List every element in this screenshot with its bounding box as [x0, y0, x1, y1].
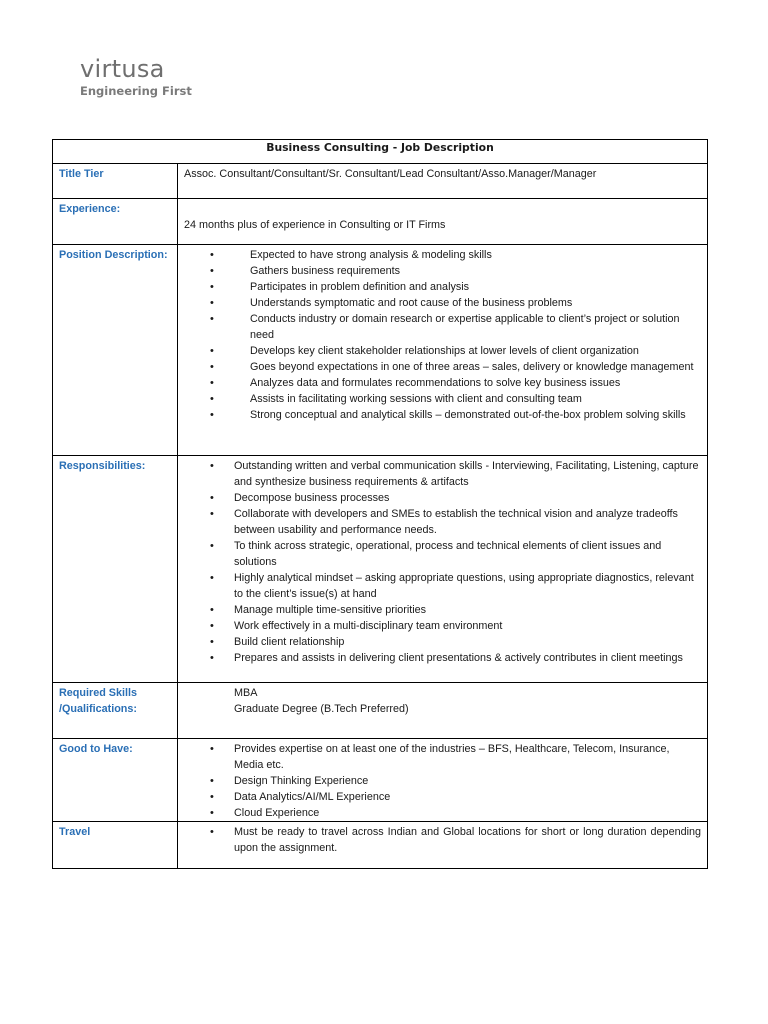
list-item: • Analyzes data and formulates recommendations to solve key business issues	[184, 375, 701, 391]
list-item: • Goes beyond expectations in one of three areas – sales, delivery or knowledge management	[184, 359, 701, 375]
list-item: • Decompose business processes	[184, 490, 701, 506]
position-list	[184, 247, 701, 423]
list-item: • Collaborate with developers and SMEs to establish the technical vision and analyze tradeoffs between usability and performance needs.	[184, 506, 701, 538]
value-position-description	[178, 245, 708, 456]
good-to-have-list	[184, 741, 701, 821]
list-item: • Participates in problem definition and analysis	[184, 279, 701, 295]
list-item: • Must be ready to travel across Indian and Global locations for short or long duration depending upon the assignment.	[184, 824, 701, 856]
list-item: • Expected to have strong analysis & modeling skills	[184, 247, 701, 263]
list-item: • Build client relationship	[184, 634, 701, 650]
value-good-to-have	[178, 739, 708, 822]
value-title-tier: Assoc. Consultant/Consultant/Sr. Consultant/Lead Consultant/Asso.Manager/Manager	[178, 164, 708, 199]
logo-tagline: Engineering First	[80, 84, 192, 98]
row-position-description	[53, 245, 708, 456]
document-title: Business Consulting - Job Description	[53, 140, 708, 164]
row-travel	[53, 822, 708, 869]
value-experience: 24 months plus of experience in Consulting or IT Firms	[178, 199, 708, 245]
row-title-tier	[53, 164, 708, 199]
label-required-skills	[53, 683, 178, 739]
responsibilities-list	[184, 458, 701, 666]
row-experience	[53, 199, 708, 245]
row-good-to-have	[53, 739, 708, 822]
value-required-skills	[178, 683, 708, 739]
label-position-description: Position Description:	[53, 245, 178, 456]
list-item: • Outstanding written and verbal communication skills - Interviewing, Facilitating, Listening, capture and synthesize business requirements & artifacts	[184, 458, 701, 490]
skill-item: Graduate Degree (B.Tech Preferred)	[234, 703, 409, 715]
travel-list	[184, 824, 701, 856]
logo-wordmark: virtusa	[80, 55, 165, 83]
virtusa-logo	[80, 56, 192, 98]
label-travel: Travel	[53, 822, 178, 869]
list-item: • Understands symptomatic and root cause of the business problems	[184, 295, 701, 311]
list-item: • Manage multiple time-sensitive priorities	[184, 602, 701, 618]
list-item: • Data Analytics/AI/ML Experience	[184, 789, 701, 805]
list-item: • Highly analytical mindset – asking appropriate questions, using appropriate diagnostics, relevant to the client’s issue(s) at hand	[184, 570, 701, 602]
job-description-table	[52, 139, 708, 869]
row-required-skills	[53, 683, 708, 739]
value-responsibilities	[178, 456, 708, 683]
list-item: • Provides expertise on at least one of the industries – BFS, Healthcare, Telecom, Insurance, Media etc.	[184, 741, 701, 773]
list-item: • Cloud Experience	[184, 805, 701, 821]
list-item: • Work effectively in a multi-disciplinary team environment	[184, 618, 701, 634]
label-good-to-have: Good to Have:	[53, 739, 178, 822]
title-row	[53, 140, 708, 164]
label-experience: Experience:	[53, 199, 178, 245]
label-required-skills-line2: /Qualifications:	[59, 703, 137, 715]
label-responsibilities: Responsibilities:	[53, 456, 178, 683]
row-responsibilities	[53, 456, 708, 683]
list-item: • Develops key client stakeholder relationships at lower levels of client organization	[184, 343, 701, 359]
list-item: • Gathers business requirements	[184, 263, 701, 279]
list-item: • To think across strategic, operational, process and technical elements of client issues and solutions	[184, 538, 701, 570]
skill-item: MBA	[234, 687, 258, 699]
list-item: • Design Thinking Experience	[184, 773, 701, 789]
value-travel	[178, 822, 708, 869]
list-item: • Prepares and assists in delivering client presentations & actively contributes in client meetings	[184, 650, 701, 666]
label-required-skills-line1: Required Skills	[59, 687, 138, 699]
list-item: • Strong conceptual and analytical skills – demonstrated out-of-the-box problem solving skills	[184, 407, 701, 423]
list-item: • Assists in facilitating working sessions with client and consulting team	[184, 391, 701, 407]
list-item: • Conducts industry or domain research or expertise applicable to client’s project or solution need	[184, 311, 701, 343]
label-title-tier: Title Tier	[53, 164, 178, 199]
